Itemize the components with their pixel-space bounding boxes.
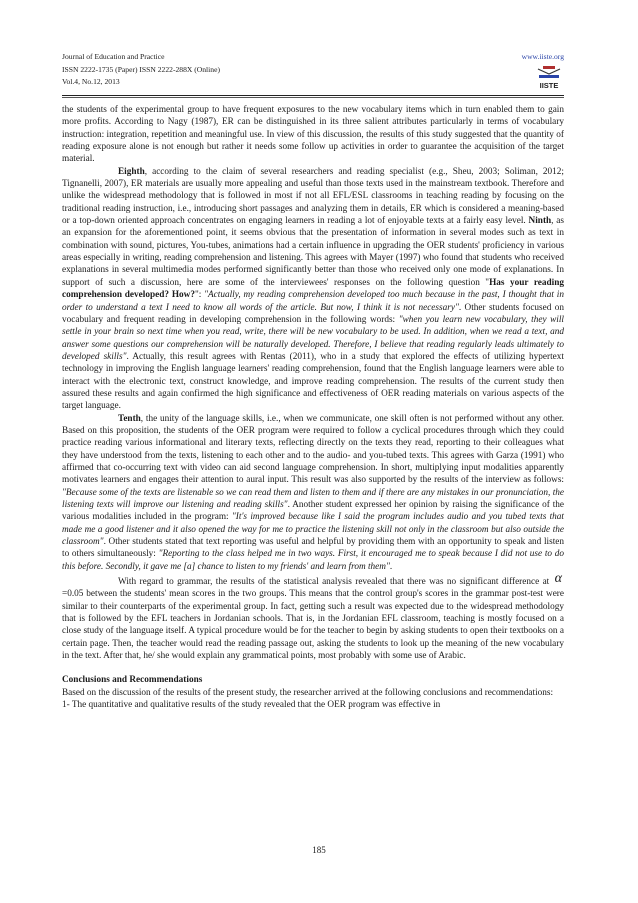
p5-text: Based on the discussion of the results of the present study, the researcher arrived at the following conclusions and recommendations: [62, 687, 554, 698]
alpha-symbol: α [554, 571, 562, 587]
student-quote-2: "when you learn new vocabulary, they will settle in your brain so next time when you read, write, there will be new vocabulary to be used. In addition, when we read a text, and answer some questions our comprehension will be naturally developed. Therefore, I believe that reading regularly leads ultimately to developed skills" [62, 314, 564, 362]
p4-text-a: With regard to grammar, the results of the statistical analysis revealed that there was no significant difference at [118, 577, 553, 588]
student-quote-3: "Because some of the texts are listenable so we can read them and listen to them and if there are any mistakes in our pronunciation, the listening texts will improve our listening and reading skills" [62, 487, 564, 510]
ninth-lead: Ninth [528, 216, 552, 227]
paragraph-tenth [62, 413, 564, 573]
journal-title: Journal of Education and Practice [62, 52, 165, 61]
p1-text: the students of the experimental group to have frequent exposures to the new vocabulary items which in turn enabled them to gain more profits. According to Nagy (1987), ER can be distinguished in its three salient attributes particularly in terms of vocabulary instruction: integration, repetition and meaningful use. In view of this discussion, the results of this study suggested that the quantity of reading exposure alone is not enough but rather it needs some follow up activities in order to guarantee the acquisition of the target material. [62, 105, 564, 165]
logo-text: IISTE [539, 81, 559, 90]
p2-text-e: . Actually, this result agrees with Rentas (2011), who in a study that explored the effects of utilizing hypertext technology in improving the English language learners' reading comprehension, found that the English language learners were able to interact with the electronic text, construct knowledge, and improve reading comprehension. The results of the current study then assured these results and again confirmed the high significance and effectiveness of OER reading materials on various aspects of the target language. [62, 351, 564, 412]
p3-text-a: , the unity of the language skills, i.e., when we communicate, one skill often is not performed without any other. Based on this proposition, the students of the OER program were required to follow a cyclical procedures through which they could practice reading various informational and literary texts, reflecting directly on the texts they read, reporting to their colleagues what they have understood from the texts, listening to each other and to the audio- and you-tubed texts. This agrees with Garza (1991) who affirmed that co-occurring text with video can aid second language comprehension. In short, multiplying input modalities apparently motivates learners and engages their attention to aural input. This result was also supported by the results of the interview as follows: [62, 413, 564, 486]
paragraph-1 [62, 104, 564, 166]
paragraph-conclusions [62, 687, 564, 699]
volume-line: Vol.4, No.12, 2013 [62, 77, 120, 86]
p2-text-c: ": [194, 290, 205, 301]
section-gap [62, 662, 564, 674]
paragraph-item-1 [62, 699, 564, 711]
p4-text-b: =0.05 between the students' mean scores in the two groups. This means that the control group's scores in the grammar post-test were similar to their counterparts of the experimental group. In fact, getting such a result was expected due to the widespread methodology that is followed by the EFL teachers in Jordanian schools. That is, in the Jordanian EFL classroom, teaching is mostly focused on a close study of the language itself. A typical procedure would be for the teacher to begin by asking students to open their textbooks on a certain page. Then, the teacher would read the reading passage out, asking the students to look up the meaning of the new vocabulary in the text. After that, he/ she would explain any grammatical points, most probably with some use of Arabic. [62, 589, 564, 662]
conclusions-heading: Conclusions and Recommendations [62, 675, 203, 686]
page-number: 185 [312, 845, 326, 855]
student-quote-4: "It's improved because like I said the program includes audio and you tubed texts that made me a good listener and it also opened the way for me to practice the listening skill not only in the classroom but also outside the classroom" [62, 512, 564, 548]
journal-url[interactable]: www.iiste.org [521, 52, 564, 61]
student-quote-1: "Actually, my reading comprehension developed too much because in the past, I thought that in order to understand a text I need to know all words of the article. But now, I think it is not necessary" [62, 290, 564, 313]
paragraph-grammar [62, 573, 564, 662]
p2-text-d: . Other students focused on vocabulary and frequent reading in developing comprehension in the following words: [62, 302, 565, 325]
page-header [62, 51, 564, 101]
section-heading [62, 674, 564, 686]
p6-text: 1- The quantitative and qualitative results of the study revealed that the OER program was effective in [62, 700, 441, 711]
tenth-lead: Tenth [118, 413, 141, 424]
article-body [62, 104, 564, 712]
p2-text-a: , according to the claim of several researchers and reading specialist (e.g., Sheu, 2003; Soliman, 2012; Tignanelli, 2007), ER materials are usually more appealing and useful than those texts used in the mainstream textbook. Therefore and unlike the widespread methodology that is followed in most if not all EFL/ESL classrooms in teaching reading by focusing on the traditional reading instruction, i.e., introducing short passages and analyzing them in details, ER which is considered a meaning-based or a top-down oriented approach concentrates on engaging learners in reading a lot of enjoyable texts at a fairly easy level. [62, 166, 564, 227]
eighth-lead: Eighth [118, 166, 145, 177]
header-rule [62, 95, 564, 96]
student-quote-5: "Reporting to the class helped me in two ways. First, it encouraged me to speak because I did not use to do this before. Secondly, it gave me [a] chance to listen to my friends' and learn from them" [62, 549, 564, 572]
p3-text-d: . [389, 561, 393, 572]
p3-text-b: . Another student expressed her opinion by raising the significance of the various modalities included in the program: [62, 500, 564, 523]
p3-text-c: . Other students stated that text reporting was useful and helpful by providing them with an opportunity to speak and listen to others simultaneously: [62, 537, 564, 560]
interview-question: Has your reading comprehension developed? How? [62, 277, 564, 301]
header-rule-thin [62, 97, 564, 98]
iiste-logo-icon [534, 65, 564, 91]
issn-line: ISSN 2222-1735 (Paper) ISSN 2222-288X (Online) [62, 64, 220, 74]
paragraph-eighth [62, 166, 564, 413]
p2-text-b: , as an expansion for the aforementioned point, it seems obvious that the presentation of information in several modes such as text in combination with sound, pictures, You-tubes, animations had a certain influence in upgrading the OER students' proficiency in various areas especially in writing, reading comprehension and listening. This agrees with Mayer (1997) who found that students who received explanations in several multimedia modes performed significantly better than those who received only one mode of explanations. In support of such a discussion, here are some of the interviewees' responses on the following question " [62, 216, 564, 288]
